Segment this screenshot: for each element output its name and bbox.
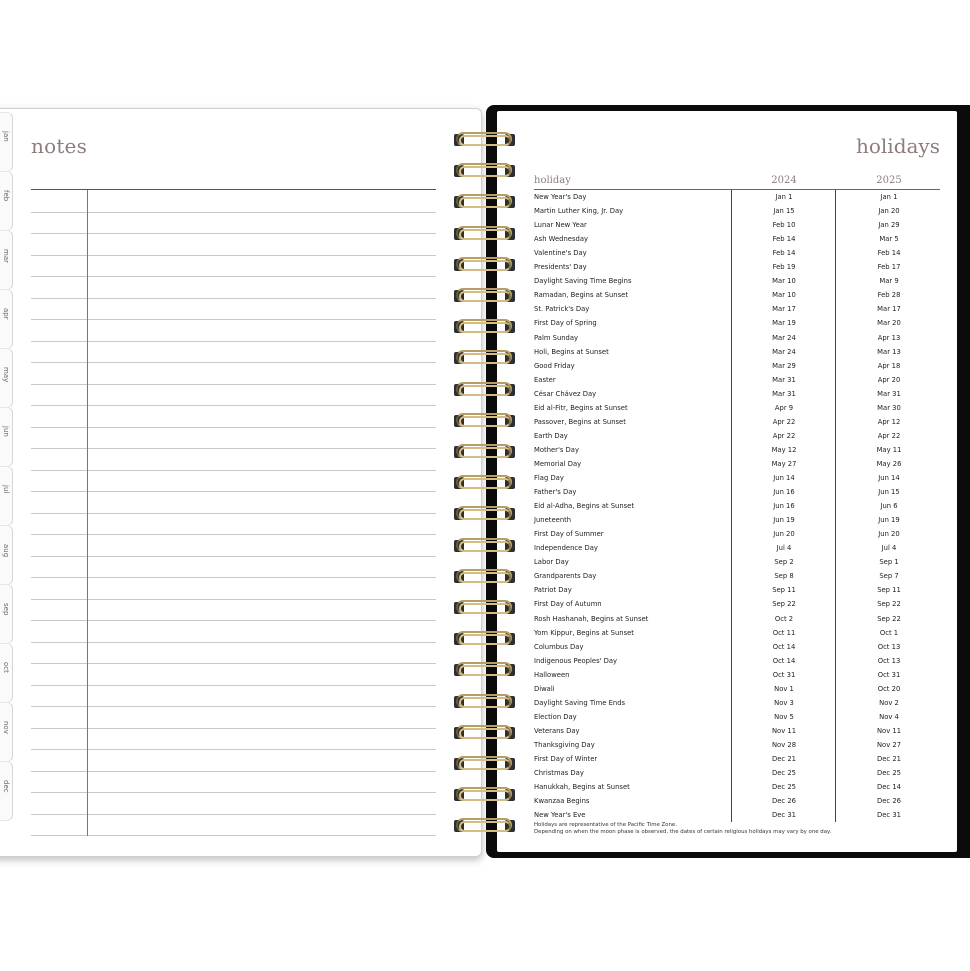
holiday-date-year-1: May 12 <box>771 445 797 454</box>
holiday-row <box>534 767 940 781</box>
holiday-name: Palm Sunday <box>534 333 579 342</box>
notes-line <box>31 749 436 750</box>
holiday-date-year-2: Nov 4 <box>879 712 899 721</box>
holiday-row <box>534 598 940 612</box>
holiday-date-year-2: Jan 29 <box>878 221 900 230</box>
spiral-coil <box>450 255 518 275</box>
holiday-name: First Day of Autumn <box>534 600 602 609</box>
holiday-row <box>534 360 940 374</box>
header-holiday: holiday <box>534 175 571 186</box>
holiday-date-year-1: Dec 25 <box>772 783 796 792</box>
spiral-coil <box>450 380 518 400</box>
holiday-name: Kwanzaa Begins <box>534 797 590 806</box>
month-tab[interactable] <box>0 702 13 762</box>
holiday-date-year-1: Jan 1 <box>775 193 793 201</box>
month-tab-label: jan <box>2 131 10 142</box>
holiday-row <box>534 514 940 528</box>
holiday-date-year-2: Apr 18 <box>877 361 901 370</box>
holiday-name: Memorial Day <box>534 459 582 468</box>
holiday-name: Grandparents Day <box>534 572 597 581</box>
spiral-coil <box>450 348 518 368</box>
holiday-date-year-2: Dec 14 <box>877 783 901 792</box>
holiday-date-year-2: Sep 22 <box>877 614 901 623</box>
month-tab[interactable] <box>0 761 13 821</box>
notes-line <box>31 685 436 686</box>
notes-line <box>31 384 436 385</box>
holiday-row <box>534 388 940 402</box>
spiral-coil <box>450 504 518 524</box>
holiday-row <box>534 472 940 486</box>
holiday-date-year-1: Feb 10 <box>772 221 796 230</box>
notes-line <box>31 470 436 471</box>
holiday-name: Thanksgiving Day <box>534 740 595 749</box>
holiday-date-year-2: May 26 <box>876 459 902 468</box>
holiday-name: Lunar New Year <box>534 221 587 230</box>
notes-line <box>31 405 436 406</box>
holiday-table-header <box>534 175 940 189</box>
holiday-date-year-2: Nov 11 <box>876 726 902 735</box>
holiday-name: Mother's Day <box>534 445 579 454</box>
holiday-row <box>534 669 940 683</box>
holiday-row <box>534 528 940 542</box>
holiday-date-year-1: Oct 2 <box>774 614 794 623</box>
holiday-date-year-2: Sep 22 <box>877 600 901 609</box>
holiday-date-year-2: Feb 17 <box>877 263 901 272</box>
holiday-date-year-2: Mar 17 <box>877 305 901 314</box>
holiday-name: Patriot Day <box>534 586 572 595</box>
holiday-name: Columbus Day <box>534 642 584 651</box>
holiday-date-year-1: Nov 28 <box>771 740 797 749</box>
holiday-date-year-1: Jul 4 <box>776 544 792 553</box>
holiday-row <box>534 332 940 346</box>
holiday-row <box>534 711 940 725</box>
holiday-date-year-2: Apr 20 <box>877 375 901 384</box>
holiday-row <box>534 613 940 627</box>
holiday-name: Veterans Day <box>534 726 580 735</box>
holiday-date-year-1: Sep 22 <box>772 600 796 609</box>
holiday-date-year-1: Dec 21 <box>772 755 796 763</box>
holiday-row <box>534 374 940 388</box>
holiday-row <box>534 261 940 275</box>
footnote-line-2: Depending on when the moon phase is observed, the dates of certain religious holidays may vary by one day. <box>534 829 832 835</box>
notes-line <box>31 298 436 299</box>
holiday-date-year-1: Feb 14 <box>772 235 796 244</box>
spiral-coil <box>450 411 518 431</box>
holiday-date-year-1: Nov 11 <box>771 726 797 735</box>
notes-line <box>31 771 436 772</box>
holiday-row <box>534 655 940 669</box>
holiday-row <box>534 795 940 809</box>
spiral-coil <box>450 598 518 618</box>
holiday-name: Hanukkah, Begins at Sunset <box>534 783 630 792</box>
holiday-name: Flag Day <box>534 474 564 482</box>
notes-line <box>31 427 436 428</box>
spiral-coil <box>450 785 518 805</box>
holiday-name: Diwali <box>534 684 555 693</box>
holiday-date-year-1: Dec 31 <box>772 811 796 820</box>
notes-title: notes <box>31 134 88 158</box>
month-tabs <box>0 112 14 857</box>
notes-line <box>31 642 436 643</box>
holiday-date-year-1: Mar 19 <box>772 319 796 328</box>
holiday-date-year-1: Jun 16 <box>773 502 795 511</box>
holiday-date-year-1: Dec 25 <box>772 769 796 778</box>
holiday-date-year-1: Oct 31 <box>772 670 796 679</box>
notes-line <box>31 706 436 707</box>
holiday-name: Easter <box>534 375 556 384</box>
spiral-coil <box>450 317 518 337</box>
month-tab-label: nov <box>2 721 10 734</box>
holiday-date-year-2: Oct 1 <box>879 628 899 637</box>
month-tab-label: oct <box>2 662 10 673</box>
holiday-date-year-1: Mar 31 <box>772 389 796 398</box>
notes-line <box>31 577 436 578</box>
holiday-date-year-2: Dec 31 <box>877 811 901 820</box>
holiday-name: Ramadan, Begins at Sunset <box>534 291 628 300</box>
holiday-date-year-1: Apr 22 <box>772 431 796 440</box>
notes-line <box>31 663 436 664</box>
holiday-date-year-2: Nov 2 <box>879 698 899 707</box>
holiday-name: St. Patrick's Day <box>534 305 590 314</box>
holiday-date-year-2: Nov 27 <box>876 740 902 749</box>
month-tab-label: jun <box>2 426 10 437</box>
holiday-date-year-1: Dec 26 <box>772 797 796 806</box>
spiral-binding <box>450 130 520 840</box>
holiday-name: Indigenous Peoples' Day <box>534 656 618 665</box>
notes-line <box>31 212 436 213</box>
holiday-date-year-1: Mar 24 <box>772 333 796 342</box>
notes-margin-line <box>87 190 88 836</box>
header-year-2: 2025 <box>876 175 902 186</box>
holiday-date-year-2: Apr 12 <box>877 417 901 426</box>
holiday-name: Halloween <box>534 670 570 679</box>
holiday-date-year-2: Dec 21 <box>877 755 901 763</box>
notes-line <box>31 835 436 836</box>
holiday-name: Ash Wednesday <box>534 235 589 244</box>
holiday-date-year-1: Nov 5 <box>774 712 794 721</box>
holiday-row <box>534 570 940 584</box>
holiday-name: César Chávez Day <box>534 389 597 398</box>
holiday-date-year-2: Jan 1 <box>880 193 898 201</box>
month-tab-label: sep <box>2 603 10 616</box>
holiday-date-year-1: Mar 10 <box>772 291 796 300</box>
holiday-date-year-1: Jun 14 <box>773 474 795 482</box>
spiral-coil <box>450 192 518 212</box>
holiday-date-year-1: Jun 19 <box>773 516 795 525</box>
holiday-date-year-1: Apr 22 <box>772 417 796 426</box>
holiday-date-year-2: Sep 11 <box>877 586 901 595</box>
holiday-date-year-2: Dec 26 <box>877 797 901 806</box>
holiday-row <box>534 542 940 556</box>
month-tab-label: may <box>2 367 10 383</box>
holiday-name: Valentine's Day <box>534 249 587 258</box>
holiday-date-year-2: Mar 20 <box>877 319 901 328</box>
holiday-name: Father's Day <box>534 488 577 497</box>
holiday-date-year-1: Sep 11 <box>772 586 796 595</box>
month-tab-label: feb <box>2 190 10 202</box>
notes-ruled-lines <box>31 190 436 838</box>
holiday-date-year-2: Mar 5 <box>879 235 899 244</box>
holiday-date-year-1: Sep 2 <box>774 558 794 567</box>
holiday-date-year-2: Sep 1 <box>879 558 899 567</box>
holiday-date-year-1: Mar 10 <box>772 277 796 286</box>
holiday-name: First Day of Winter <box>534 755 598 763</box>
holiday-date-year-1: Nov 3 <box>774 698 794 707</box>
holiday-date-year-2: Jun 20 <box>878 530 900 539</box>
holiday-date-year-1: Mar 29 <box>772 361 796 370</box>
notes-line <box>31 448 436 449</box>
holiday-row <box>534 191 940 205</box>
holiday-row <box>534 444 940 458</box>
holiday-name: Holi, Begins at Sunset <box>534 347 609 356</box>
holiday-date-year-2: Jun 15 <box>878 488 900 497</box>
holiday-row <box>534 219 940 233</box>
holiday-date-year-2: Feb 14 <box>877 249 901 258</box>
month-tab[interactable] <box>0 230 13 290</box>
holiday-name: Passover, Begins at Sunset <box>534 417 626 426</box>
holiday-date-year-2: Apr 13 <box>877 333 901 342</box>
holiday-date-year-1: Jun 16 <box>773 488 795 497</box>
holiday-date-year-1: May 27 <box>771 459 797 468</box>
notes-line <box>31 362 436 363</box>
holiday-name: Christmas Day <box>534 769 584 778</box>
holiday-name: Independence Day <box>534 544 598 553</box>
spiral-coil <box>450 816 518 836</box>
holiday-name: First Day of Summer <box>534 530 604 539</box>
holiday-date-year-2: Apr 22 <box>877 431 901 440</box>
holiday-row <box>534 289 940 303</box>
spiral-coil <box>450 130 518 150</box>
holiday-date-year-2: Jul 4 <box>881 544 897 553</box>
spiral-coil <box>450 692 518 712</box>
spiral-coil <box>450 629 518 649</box>
holiday-date-year-2: Mar 31 <box>877 389 901 398</box>
spiral-coil <box>450 473 518 493</box>
month-tab[interactable] <box>0 171 13 231</box>
month-tab-label: jul <box>2 485 10 494</box>
spiral-coil <box>450 567 518 587</box>
holiday-name: Presidents' Day <box>534 263 587 272</box>
holiday-row <box>534 430 940 444</box>
holiday-row <box>534 303 940 317</box>
holiday-date-year-1: Mar 31 <box>772 375 796 384</box>
spiral-coil <box>450 754 518 774</box>
holiday-name: Eid al-Adha, Begins at Sunset <box>534 502 635 511</box>
footnote-line-1: Holidays are representative of the Pacific Time Zone. <box>534 822 677 828</box>
spiral-coil <box>450 723 518 743</box>
holiday-row <box>534 556 940 570</box>
holiday-date-year-1: Jan 15 <box>773 207 795 216</box>
holiday-date-year-1: Oct 14 <box>772 642 796 651</box>
holiday-row <box>534 317 940 331</box>
holiday-date-year-1: Feb 14 <box>772 249 796 258</box>
holiday-name: Earth Day <box>534 431 568 440</box>
holiday-name: Martin Luther King, Jr. Day <box>534 207 624 216</box>
holiday-date-year-2: Jun 6 <box>880 502 898 511</box>
holiday-date-year-1: Apr 9 <box>774 403 794 412</box>
notes-line <box>31 276 436 277</box>
holiday-date-year-1: Mar 17 <box>772 305 796 314</box>
holiday-row <box>534 458 940 472</box>
holiday-name: Good Friday <box>534 361 575 370</box>
spiral-coil <box>450 442 518 462</box>
holiday-row <box>534 753 940 767</box>
notes-line <box>31 255 436 256</box>
month-tab[interactable] <box>0 584 13 644</box>
holiday-date-year-1: Jun 20 <box>773 530 795 539</box>
holiday-name: Juneteenth <box>534 516 572 525</box>
spiral-coil <box>450 660 518 680</box>
month-tab[interactable] <box>0 525 13 585</box>
holiday-row <box>534 416 940 430</box>
holiday-name: First Day of Spring <box>534 319 597 328</box>
holiday-row <box>534 781 940 795</box>
holiday-date-year-1: Feb 19 <box>772 263 796 272</box>
holiday-date-year-1: Oct 11 <box>772 628 796 637</box>
holiday-name: New Year's Eve <box>534 811 586 820</box>
notes-line <box>31 341 436 342</box>
notes-line <box>31 534 436 535</box>
month-tab[interactable] <box>0 466 13 526</box>
holiday-row <box>534 500 940 514</box>
header-rule <box>534 189 940 190</box>
notes-line <box>31 792 436 793</box>
footnote <box>534 822 934 836</box>
notes-line <box>31 556 436 557</box>
notes-line <box>31 319 436 320</box>
holiday-row <box>534 725 940 739</box>
holiday-row <box>534 247 940 261</box>
holiday-date-year-2: Oct 31 <box>877 670 901 679</box>
spiral-coil <box>450 286 518 306</box>
holiday-row <box>534 275 940 289</box>
holiday-name: Daylight Saving Time Ends <box>534 698 626 707</box>
holiday-row <box>534 584 940 598</box>
holiday-date-year-2: Mar 9 <box>879 277 899 286</box>
holiday-row <box>534 697 940 711</box>
month-tab[interactable] <box>0 112 13 172</box>
holiday-row <box>534 346 940 360</box>
holiday-date-year-2: Oct 13 <box>877 642 901 651</box>
holiday-date-year-2: Dec 25 <box>877 769 901 778</box>
holiday-name: Yom Kippur, Begins at Sunset <box>534 628 634 637</box>
holiday-date-year-1: Mar 24 <box>772 347 796 356</box>
holiday-name: New Year's Day <box>534 193 587 201</box>
holiday-name: Election Day <box>534 712 577 721</box>
holiday-date-year-1: Sep 8 <box>774 572 794 581</box>
notes-line <box>31 599 436 600</box>
holiday-name: Eid al-Fitr, Begins at Sunset <box>534 403 628 412</box>
month-tab-label: mar <box>2 249 10 263</box>
holiday-date-year-2: Mar 30 <box>877 403 901 412</box>
notes-line <box>31 491 436 492</box>
notes-line <box>31 513 436 514</box>
holiday-row <box>534 486 940 500</box>
month-tab-label: dec <box>2 780 10 793</box>
holiday-date-year-1: Oct 14 <box>772 656 796 665</box>
notes-line <box>31 620 436 621</box>
header-year-1: 2024 <box>771 175 797 186</box>
notes-line <box>31 233 436 234</box>
spiral-coil <box>450 536 518 556</box>
month-tab-label: apr <box>2 308 10 320</box>
holiday-date-year-2: Jan 20 <box>878 207 900 216</box>
month-tab[interactable] <box>0 643 13 703</box>
holiday-row <box>534 402 940 416</box>
month-tab[interactable] <box>0 407 13 467</box>
holidays-title: holidays <box>855 134 940 158</box>
holiday-date-year-1: Nov 1 <box>774 684 794 693</box>
holiday-row <box>534 205 940 219</box>
holiday-date-year-2: Jun 14 <box>878 474 900 482</box>
holiday-date-year-2: Sep 7 <box>879 572 899 581</box>
holiday-row <box>534 683 940 697</box>
holiday-date-year-2: Oct 20 <box>877 684 901 693</box>
month-tab[interactable] <box>0 289 13 349</box>
holiday-name: Labor Day <box>534 558 569 567</box>
holiday-name: Daylight Saving Time Begins <box>534 277 632 286</box>
month-tab-label: aug <box>2 544 10 558</box>
holiday-name: Rosh Hashanah, Begins at Sunset <box>534 614 649 623</box>
holiday-row <box>534 233 940 247</box>
holiday-date-year-2: Jun 19 <box>878 516 900 525</box>
holiday-date-year-2: May 11 <box>876 445 902 454</box>
month-tab[interactable] <box>0 348 13 408</box>
holiday-date-year-2: Oct 13 <box>877 656 901 665</box>
notes-line <box>31 728 436 729</box>
holiday-date-year-2: Feb 28 <box>877 291 901 300</box>
holiday-date-year-2: Mar 13 <box>877 347 901 356</box>
spiral-coil <box>450 161 518 181</box>
notes-line <box>31 814 436 815</box>
holiday-row <box>534 641 940 655</box>
holiday-row <box>534 739 940 753</box>
holiday-row <box>534 627 940 641</box>
spiral-coil <box>450 224 518 244</box>
